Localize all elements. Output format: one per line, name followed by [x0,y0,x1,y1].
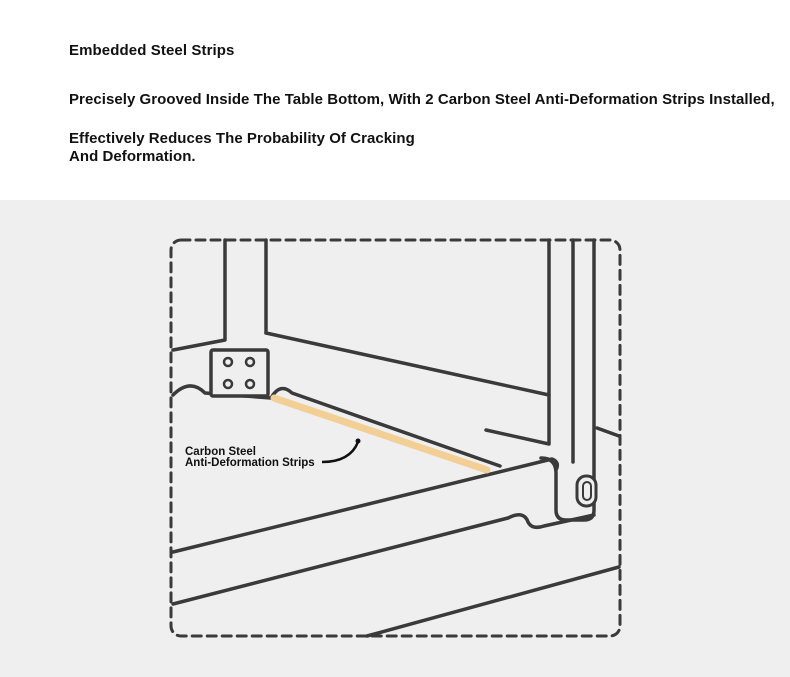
screw-icon [224,380,232,388]
callout-line-1: Carbon Steel [185,446,256,458]
screw-icon [224,358,232,366]
screw-icon [246,380,254,388]
leg-slot [577,476,596,506]
section-heading: Embedded Steel Strips [69,42,235,59]
left-leg [173,240,225,350]
front-rail [173,459,557,552]
description-line-1: Precisely Grooved Inside The Table Bottom, With 2 Carbon Steel Anti-Deformation Strips Installed, [69,91,775,108]
corner-bracket [211,350,268,396]
lower-stretcher [367,567,619,636]
label-leader-line [322,442,358,462]
screw-icon [246,358,254,366]
strip-callout-label [185,447,315,469]
description-line-2: Effectively Reduces The Probability Of Cracking [69,130,415,147]
description-line-3: And Deformation. [69,148,196,165]
upper-rail [266,333,549,395]
callout-line-2: Anti-Deformation Strips [185,457,315,469]
